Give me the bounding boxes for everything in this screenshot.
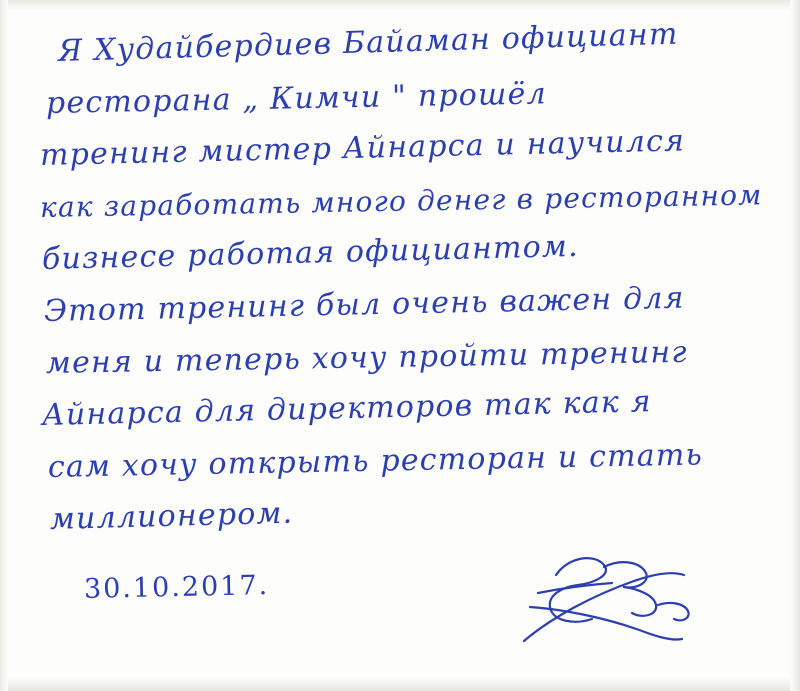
- handwritten-line: ресторана „ Кимчи " прошёл: [45, 76, 548, 121]
- handwritten-line: меня и теперь хочу пройти тренинг: [45, 334, 689, 381]
- document-date: 30.10.2017.: [83, 570, 270, 605]
- handwritten-line: Я Худайбердиев Байаман официант: [57, 16, 679, 69]
- handwritten-line: сам хочу открыть ресторан и стать: [47, 437, 704, 485]
- handwritten-line: миллионером.: [49, 495, 294, 537]
- handwritten-signature: [508, 545, 698, 650]
- handwritten-line: бизнесе работая официантом.: [41, 228, 580, 277]
- handwritten-line: Айнарса для директоров так как я: [41, 384, 653, 433]
- handwritten-line: Этот тренинг был очень важен для: [43, 280, 685, 329]
- handwritten-line: как заработать много денег в ресторанном: [39, 178, 763, 224]
- paper-edge-bottom: [0, 677, 800, 691]
- handwritten-body-text: [39, 16, 770, 546]
- paper-edge-left: [0, 0, 8, 691]
- paper-edge-right: [790, 0, 800, 691]
- handwritten-line: тренинг мистер Айнарса и научился: [39, 123, 686, 173]
